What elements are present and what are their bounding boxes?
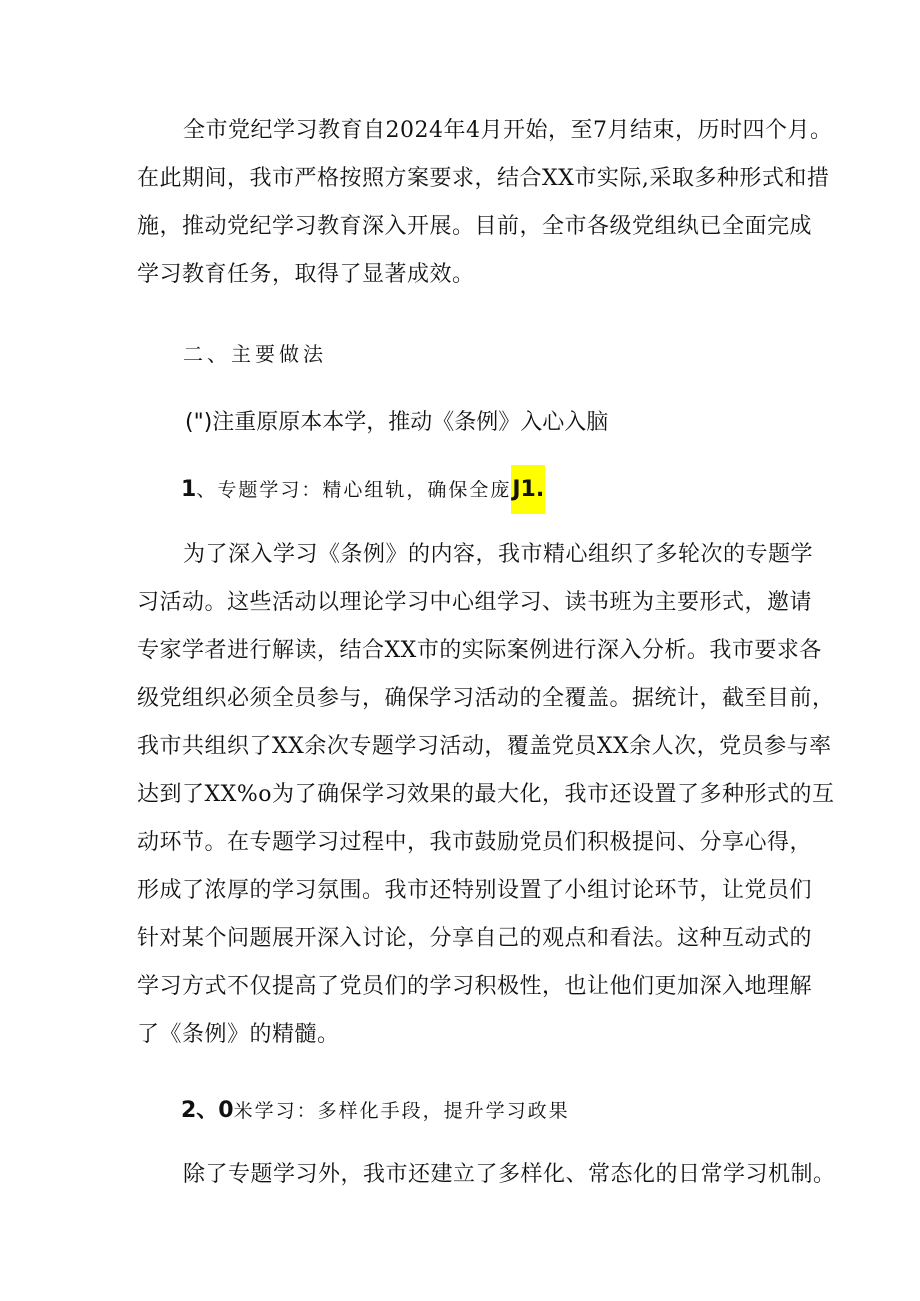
paragraph-1-line-7: 动环节。在专题学习过程中，我市鼓励党员们积极提问、分享心得， — [137, 830, 813, 855]
paragraph-1-line-6: 达到了XX%o为了确保学习效果的最大化，我市还设置了多种形式的互 — [137, 782, 835, 807]
intro-line-3: 施，推动党纪学习教育深入开展。目前，全市各级党组纨已全面完成 — [137, 214, 813, 239]
paragraph-1-line-1: 为了深入学习《条例》的内容，我市精心组织了多轮次的专题学 — [183, 542, 814, 567]
intro-line-4: 学习教育任务，取得了显著成效。 — [137, 262, 475, 287]
paragraph-2-line-1: 除了专题学习外，我市还建立了多样化、常态化的日常学习机制。 — [183, 1162, 836, 1187]
paragraph-1-line-4: 级党组织必须全员参与，确保学习活动的全覆盖。据统计，截至目前， — [137, 686, 835, 711]
item-1-text: 、专题学习：精心组轨，确保全庞 — [196, 479, 512, 501]
intro-line-1: 全市党纪学习教育自2024年4月开始，至7月结束，历时四个月。 — [183, 118, 833, 143]
paragraph-1-line-2: 习活动。这些活动以理论学习中心组学习、读书班为主要形式，邀请 — [137, 590, 813, 615]
item-1-highlight: J1. — [511, 465, 545, 514]
item-2-heading — [181, 1093, 570, 1124]
item-1-number: 1 — [181, 477, 197, 502]
paragraph-1-line-8: 形成了浓厚的学习氛围。我市还特别设置了小组讨论环节，让党员们 — [137, 878, 813, 903]
paragraph-1-line-11: 了《条例》的精髓。 — [137, 1022, 340, 1047]
paragraph-1-line-3: 专家学者进行解读，结合XX市的实际案例进行深入分析。我市要求各 — [137, 638, 822, 663]
paragraph-1-line-5: 我市共组织了XX余次专题学习活动，覆盖党员XX余人次，党员参与率 — [137, 734, 832, 759]
sub-heading: (")注重原原本本学，推动《条例》入心入脑 — [185, 410, 609, 435]
intro-line-2: 在此期间，我市严格按照方案要求，结合XX市实际,采取多种形式和措 — [137, 166, 830, 191]
item-1-heading — [181, 475, 545, 502]
paragraph-1-line-9: 针对某个问题展开深入讨论，分享自己的观点和看法。这种互动式的 — [137, 926, 813, 951]
item-2-number: 2、0 — [181, 1098, 234, 1123]
item-2-text: 米学习：多样化手段，提升学习政果 — [233, 1100, 570, 1122]
paragraph-1-line-10: 学习方式不仅提高了党员们的学习积极性，也让他们更加深入地理解 — [137, 974, 813, 999]
section-heading: 二、主要做法 — [183, 342, 327, 366]
